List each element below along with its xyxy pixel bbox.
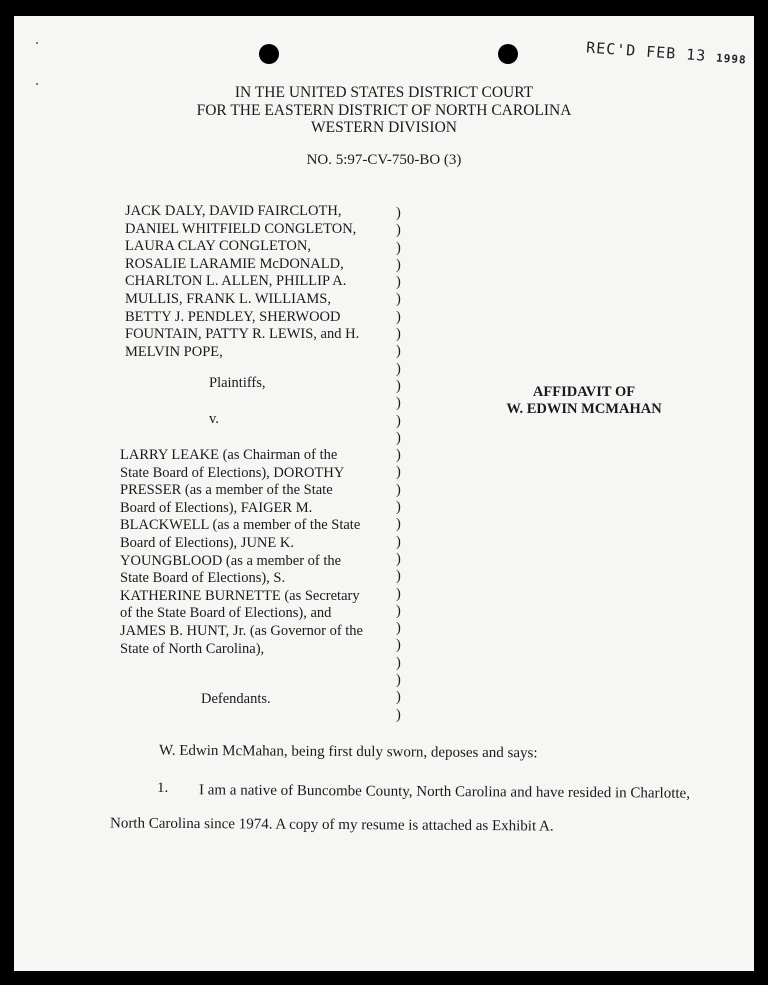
plaintiff-line: BETTY J. PENDLEY, SHERWOOD (125, 308, 341, 325)
plaintiff-line: ROSALIE LARAMIE McDONALD, (125, 255, 344, 272)
title-line-1: AFFIDAVIT OF (532, 384, 636, 400)
caption-paren: ) (396, 499, 401, 516)
caption-paren: ) (396, 585, 401, 602)
defendants-block (120, 447, 363, 658)
caption-paren: ) (396, 222, 401, 239)
caption-paren: ) (396, 464, 401, 481)
caption-paren: ) (396, 706, 401, 723)
court-line-1: IN THE UNITED STATES DISTRICT COURT (234, 84, 534, 101)
caption-paren: ) (396, 326, 401, 343)
defendant-line: State of North Carolina), (120, 640, 265, 657)
affidavit-title (454, 384, 714, 418)
court-line-2: FOR THE EASTERN DISTRICT OF NORTH CAROLINA (196, 102, 572, 119)
case-number: NO. 5:97-CV-750-BO (3) (306, 152, 462, 168)
caption-paren: ) (396, 308, 401, 325)
punch-hole-left (259, 44, 279, 64)
caption-paren: ) (396, 377, 401, 394)
defendant-line: PRESSER (as a member of the State (120, 482, 333, 499)
plaintiffs-block (125, 203, 359, 361)
defendant-line: Board of Elections), JUNE K. (120, 534, 294, 551)
court-line-3: WESTERN DIVISION (311, 119, 457, 136)
defendant-line: JAMES B. HUNT, Jr. (as Governor of the (120, 622, 363, 639)
defendant-line: State Board of Elections), DOROTHY (120, 464, 345, 481)
plaintiff-line: LAURA CLAY CONGLETON, (125, 238, 311, 255)
caption-paren: ) (396, 620, 401, 637)
caption-paren: ) (396, 568, 401, 585)
plaintiff-line: JACK DALY, DAVID FAIRCLOTH, (125, 203, 342, 219)
caption-paren: ) (396, 516, 401, 533)
title-line-2: W. EDWIN MCMAHAN (506, 401, 662, 417)
caption-paren: ) (396, 689, 401, 706)
plaintiff-line: MULLIS, FRANK L. WILLIAMS, (125, 290, 331, 307)
plaintiff-line: FOUNTAIN, PATTY R. LEWIS, and H. (125, 326, 360, 343)
document-page (14, 16, 754, 971)
defendant-line: LARRY LEAKE (as Chairman of the (120, 447, 338, 463)
caption-paren: ) (396, 672, 401, 689)
caption-paren: ) (396, 343, 401, 360)
caption-paren: ) (396, 395, 401, 412)
speck-1 (36, 42, 38, 44)
punch-hole-right (498, 44, 518, 64)
defendant-line: BLACKWELL (as a member of the State (120, 517, 361, 534)
caption-paren: ) (396, 256, 401, 273)
defendants-label: Defendants. (201, 691, 271, 707)
defendant-line: State Board of Elections), S. (120, 570, 286, 587)
caption-paren: ) (396, 205, 401, 221)
defendant-line: KATHERINE BURNETTE (as Secretary (120, 587, 360, 604)
caption-paren: ) (396, 637, 401, 654)
plaintiff-line: MELVIN POPE, (125, 343, 223, 360)
versus: v. (209, 411, 219, 427)
defendant-line: YOUNGBLOOD (as a member of the (120, 552, 342, 569)
defendant-line: of the State Board of Elections), and (120, 605, 332, 622)
plaintiffs-label: Plaintiffs, (209, 375, 266, 391)
caption-paren: ) (396, 291, 401, 308)
paragraph-1-line-1: I am a native of Buncombe County, North Carolina and have resided in Charlotte, (198, 782, 691, 802)
caption-paren: ) (396, 447, 401, 464)
caption-paren: ) (396, 533, 401, 550)
caption-paren: ) (396, 239, 401, 256)
paragraph-1-number: 1. (157, 780, 169, 796)
caption-paren: ) (396, 412, 401, 429)
received-stamp (586, 38, 748, 67)
plaintiff-line: CHARLTON L. ALLEN, PHILLIP A. (125, 273, 347, 290)
paragraph-1-line-2: North Carolina since 1974. A copy of my resume is attached as Exhibit A. (109, 815, 554, 835)
caption-paren: ) (396, 429, 401, 446)
caption-parentheses (396, 205, 401, 724)
caption-paren: ) (396, 654, 401, 671)
stamp-year: 1998 (715, 51, 748, 67)
caption-paren: ) (396, 550, 401, 567)
caption-paren: ) (396, 481, 401, 498)
defendant-line: Board of Elections), FAIGER M. (120, 499, 313, 516)
caption-paren: ) (396, 274, 401, 291)
caption-paren: ) (396, 360, 401, 377)
plaintiff-line: DANIEL WHITFIELD CONGLETON, (125, 220, 357, 237)
caption-paren: ) (396, 602, 401, 619)
stamp-label: REC'D FEB 13 (585, 38, 707, 65)
intro-paragraph: W. Edwin McMahan, being first duly sworn, deposes and says: (158, 742, 538, 762)
